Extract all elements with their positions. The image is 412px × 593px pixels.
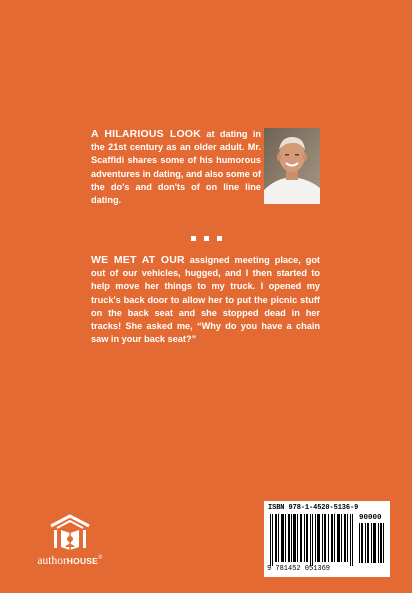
barcode-digits: 9 781452 051369 — [267, 565, 331, 573]
separator-dot — [217, 236, 222, 241]
publisher-name — [28, 555, 112, 567]
blurb-bottom-lead: WE MET AT OUR — [91, 254, 185, 266]
author-photo-image — [264, 128, 320, 204]
price-code: 90000 — [359, 514, 382, 522]
blurb-top — [91, 128, 261, 207]
section-separator — [0, 228, 412, 244]
blurb-top-text: at dating in the 21st century as an older adult. Mr. Scaffidi shares some of his humorous adventures in dating, and also some of the do's and don'ts of on line line dating. — [91, 129, 262, 206]
publisher-logo — [28, 514, 112, 574]
publisher-name-part1: author — [37, 555, 67, 567]
publisher-name-part2: HOUSE — [66, 556, 99, 566]
trademark: ® — [98, 555, 103, 561]
author-photo — [264, 128, 320, 204]
separator-dot — [204, 236, 209, 241]
blurb-bottom-text: assigned meeting place, got out of our vehicles, hugged, and I then started to help move her things to my truck. I opened my truck's back door to allow her to put the picnic stuff on the back seat and she stopped dead in her tracks! She asked me, “Why do you have a chain saw in your back seat?” — [91, 255, 320, 345]
blurb-bottom — [91, 254, 320, 346]
price-barcode-bars — [359, 523, 385, 563]
authorhouse-logo-icon — [49, 514, 91, 552]
blurb-top-lead: A HILARIOUS LOOK — [91, 128, 201, 140]
isbn-label: ISBN 978-1-4520-5136-9 — [268, 504, 359, 512]
ean-barcode-bars — [270, 514, 356, 566]
isbn-barcode — [264, 501, 390, 577]
separator-dot — [191, 236, 196, 241]
